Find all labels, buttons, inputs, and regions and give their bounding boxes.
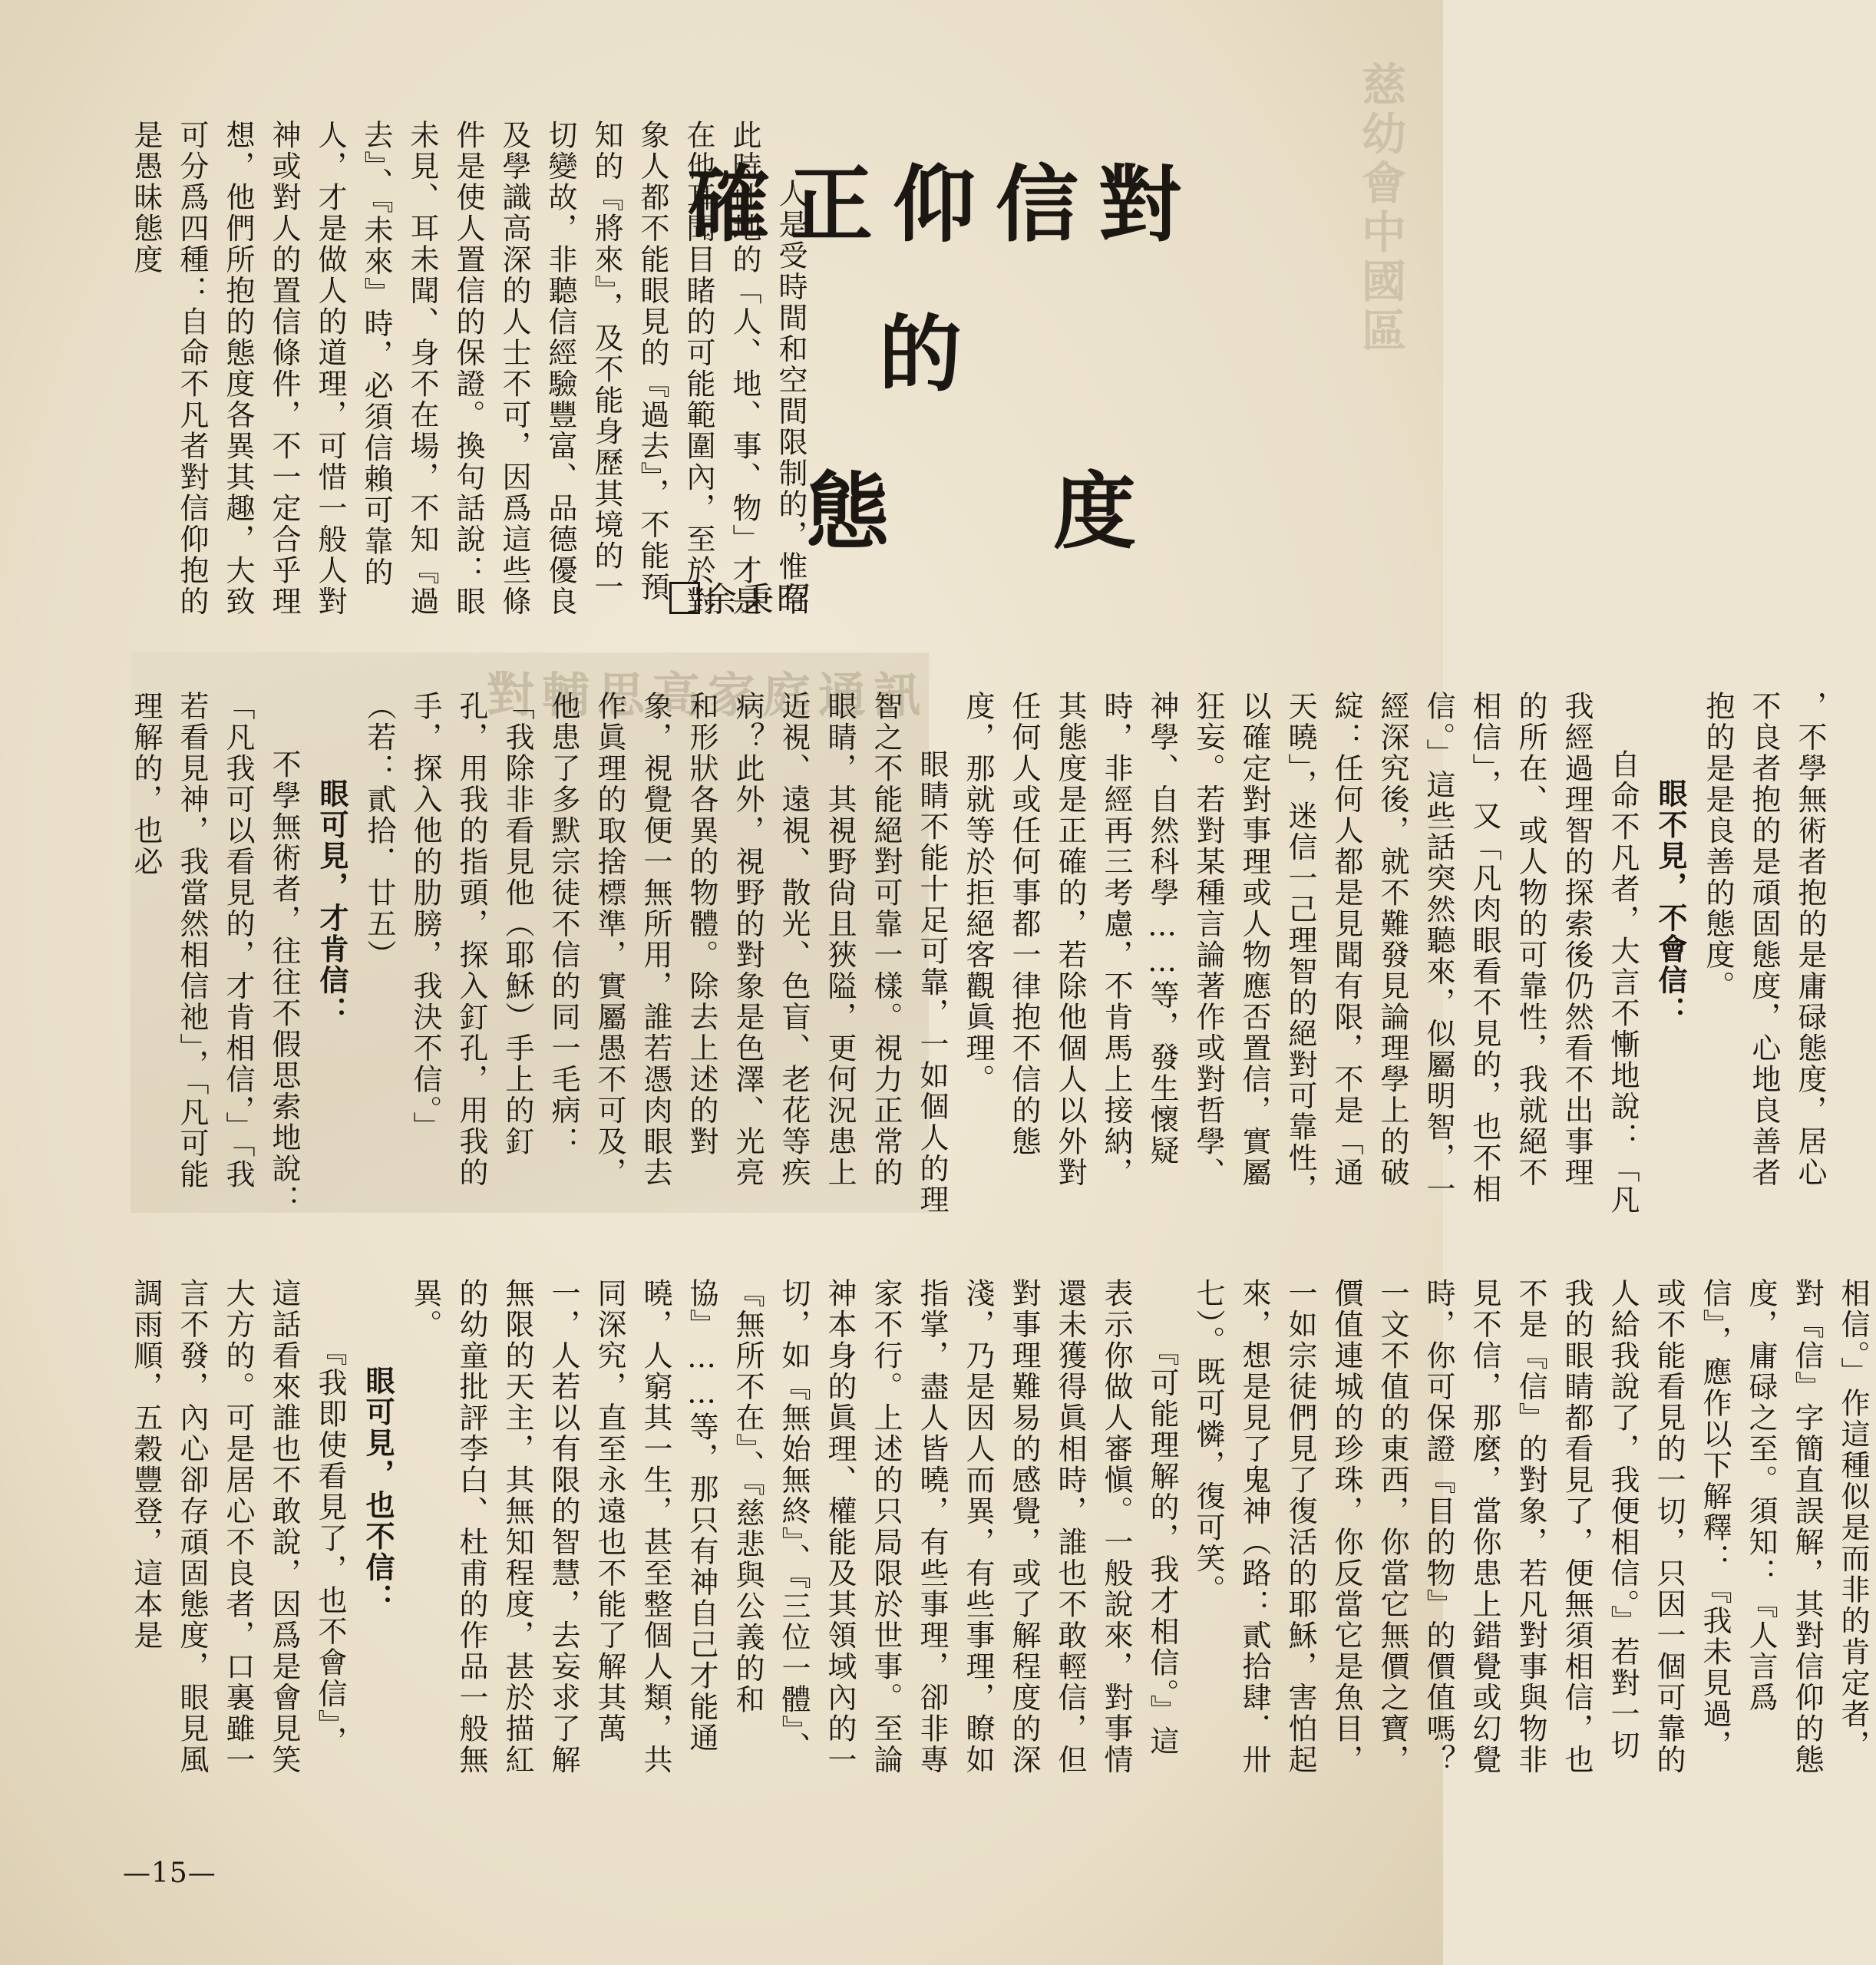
continued-text: ，不學無術者抱的是庸碌態度，居心不良者抱的是頑固態度，心地良善者抱的是是良善的態度。 [1701, 691, 1827, 1188]
title-line-2: 的 [879, 307, 963, 403]
section-heading: 眼可見，才肯信： [315, 778, 349, 1027]
intro-paragraph: 人是受時間和空間限制的，惟有此時此地的「人、地、事、物」才是在他耳聞目睹的可能範圍內，至於對象人都不能眼見的『過去』，不能預知的『將來』，及不能身歷其境的一切變故，非聽信經驗豐富、品德優良及學識高深的人士不可，因爲這些條件是使人置信的保證。換句話說：眼未見、耳未聞、身不在場，不知『過去』、『未來』時，必須信賴可靠的人，才是做人的道理，可惜一般人對神或對人的置信條件，不一定合乎理想，他們所抱的態度各異其趣，大致可分爲四種：自命不凡者對信仰抱的是愚昧態度 [129, 120, 808, 617]
title-line-1: 確正仰信對 [686, 157, 1201, 253]
body-paragraph: 『可能理解的，我才相信。』這表示你做人審愼。一般說來，對事情還未獲得眞相時，誰也不敢輕信，但對事理難易的感覺，或了解程度的深淺，乃是因人而異，有些事理，瞭如指掌，盡人皆曉，有些事理，卻非專家不行。上述的只局限於世事。至論神本身的眞理、權能及其領域內的一切，如『無始無終』、『三位一體』、『無所不在』、『慈悲與公義的和協』……等，那只有神自己才能通曉，人窮其一生，甚至整個人類，共同深究，直至永遠也不能了解其萬一，人若以有限的智慧，去妄求了解無限的天主，其無知程度，甚於描紅的幼童批評李白、杜甫的作品一般無異。 [408, 1278, 1179, 1775]
author-name: 余秉昭 [703, 580, 814, 619]
intro-column-block [123, 120, 814, 625]
body-paragraph: 眼睛不能十足可靠，一如個人的理智之不能絕對可靠一樣。視力正常的眼睛，其視野尙且狹隘，更何況患上近視、遠視、散光、色盲、老花等疾病？此外，視野的對象是色澤、光亮和形狀各異的物體。除去上述的對象，視覺便一無所用，誰若憑肉眼去作眞理的取捨標準，實屬愚不可及，他患了多默宗徒不信的同一毛病：「我除非看見他（耶穌）手上的釘孔，用我的指頭，探入釘孔，用我的手，探入他的肋膀，我決不信。」（若：貳拾．廿五） [362, 691, 949, 1216]
bleed-through-text: 慈幼會中國區 [1354, 61, 1406, 356]
title-char-tai: 態 [806, 464, 890, 560]
bottom-column-block [123, 1278, 1876, 1781]
section-heading: 眼可見，也不信： [361, 1366, 395, 1614]
body-paragraph: 自命不凡者，大言不慚地說：「凡我經過理智的探索後仍然看不出事理的所在、或人物的可靠性，我就絕不相信」，又「凡肉眼看不見的，也不相信。」這些話突然聽來，似屬明智，一經深究後，就不難發見論理學上的破綻：任何人都是見聞有限，不是「通天曉」，迷信一己理智的絕對可靠性，以確定對事理或人物應否置信，實屬狂妄。若對某種言論著作或對哲學、神學、自然科學……等，發生懷疑時，非經再三考慮，不肯馬上接納，其態度是正確的，若除他個人以外對任何人或任何事都一律抱不信的態度，那就等於拒絕客觀眞理。 [961, 691, 1640, 1216]
middle-column-block [123, 691, 1833, 1217]
faded-photo-caption: 對輔思高家庭通訊 [486, 667, 929, 723]
continued-text: 相信。」作這種似是而非的肯定者，對『信』字簡直誤解，其對信仰的態度，庸碌之至。須知：『人言爲信』，應作以下解釋：『我未見過，或不能看見的一切，只因一個可靠的人給我說了，我便相信。』若對一切我的眼睛都看見了，便無須相信，也不是『信』的對象，若凡對事與物非見不信，那麼，當你患上錯覺或幻覺時，你可保證『目的物』的價值嗎？一文不值的東西，你當它無價之寶，價值連城的珍珠，你反當它是魚目，一如宗徒們見了復活的耶穌，害怕起來，想是見了鬼神（路：貳拾肆．卅七）。既可憐，復可笑。 [1191, 1278, 1870, 1775]
section-heading: 眼不見，不會信： [1653, 778, 1688, 1027]
page-number: —15— [123, 1858, 216, 1889]
body-paragraph: 不學無術者，往往不假思索地說：「凡我可以看見的，才肯相信，」「我若看見神，我當然相信祂」，「凡可能理解的，也必 [129, 691, 301, 1216]
title-line-3 [806, 445, 1136, 564]
title-char-du: 度 [1052, 464, 1136, 560]
body-paragraph: 『我即使看見了，也不會信』，這話看來誰也不敢說，因爲是會見笑大方的。可是居心不良者，口裏雖一言不發，內心卻存頑固態度，眼見風調雨順，五穀豐登，這本是 [129, 1278, 347, 1775]
